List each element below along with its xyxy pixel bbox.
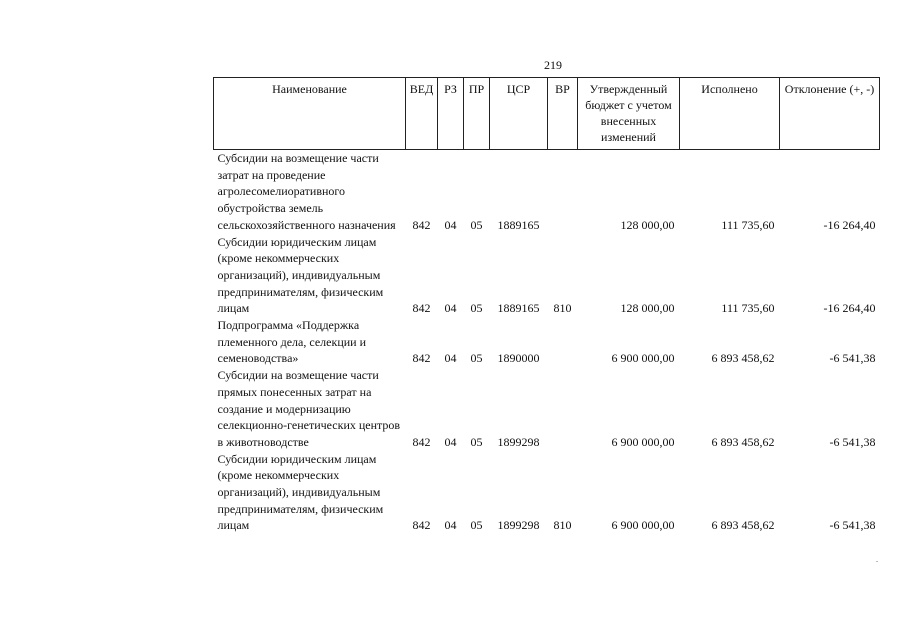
table-header-row (214, 78, 880, 150)
row-name: Субсидии юридическим лицам (кроме некоммерческих организаций), индивидуальным предпринимателям, физическим лицам (217, 234, 384, 316)
row-name: Подпрограмма «Поддержка племенного дела, селекции и семеноводства» (217, 318, 366, 366)
page-number: 219 (544, 58, 562, 72)
header-approved: Утвержденный бюджет с учетом внесенных изменений (578, 78, 680, 150)
row-pr: 05 (470, 351, 483, 366)
header-rz: РЗ (438, 78, 464, 150)
row-executed: 111 735,60 (721, 301, 775, 316)
row-approved: 128 000,00 (620, 301, 675, 316)
table-row (214, 150, 880, 234)
row-deviation: -6 541,38 (829, 434, 876, 449)
row-vr (548, 150, 578, 234)
scan-speck (876, 561, 878, 562)
row-executed: 6 893 458,62 (711, 434, 775, 449)
budget-table (213, 77, 880, 534)
row-pr: 05 (470, 434, 483, 449)
header-deviation: Отклонение (+, -) (780, 78, 880, 150)
row-rz: 04 (444, 434, 457, 449)
header-executed: Исполнено (680, 78, 780, 150)
row-rz: 04 (444, 301, 457, 316)
row-deviation: -6 541,38 (829, 351, 876, 366)
row-executed: 6 893 458,62 (711, 351, 775, 366)
row-rz: 04 (444, 217, 457, 232)
row-vr (548, 317, 578, 367)
row-deviation: -6 541,38 (829, 518, 876, 533)
table-row (214, 234, 880, 318)
row-ved: 842 (412, 434, 431, 449)
header-csr: ЦСР (490, 78, 548, 150)
row-pr: 05 (470, 518, 483, 533)
row-csr: 1899298 (497, 434, 540, 449)
row-name: Субсидии юридическим лицам (кроме некоммерческих организаций), индивидуальным предпринимателям, физическим лицам (217, 451, 384, 533)
row-ved: 842 (412, 217, 431, 232)
header-vr: ВР (548, 78, 578, 150)
row-rz: 04 (444, 351, 457, 366)
row-executed: 6 893 458,62 (711, 518, 775, 533)
header-name: Наименование (214, 78, 406, 150)
table-row (214, 451, 880, 535)
row-ved: 842 (412, 351, 431, 366)
row-approved: 6 900 000,00 (611, 518, 675, 533)
row-csr: 1889165 (497, 301, 540, 316)
row-ved: 842 (412, 518, 431, 533)
row-csr: 1899298 (497, 518, 540, 533)
row-csr: 1889165 (497, 217, 540, 232)
header-pr: ПР (464, 78, 490, 150)
row-ved: 842 (412, 301, 431, 316)
row-vr: 810 (553, 301, 572, 316)
table-row (214, 367, 880, 451)
row-vr (548, 367, 578, 451)
row-pr: 05 (470, 301, 483, 316)
row-csr: 1890000 (497, 351, 540, 366)
row-name: Субсидии на возмещение части прямых понесенных затрат на создание и модернизацию селекционно-генетических центров в животноводстве (217, 368, 401, 449)
row-approved: 6 900 000,00 (611, 351, 675, 366)
row-rz: 04 (444, 518, 457, 533)
table-row (214, 317, 880, 367)
row-deviation: -16 264,40 (823, 301, 876, 316)
row-deviation: -16 264,40 (823, 217, 876, 232)
row-executed: 111 735,60 (721, 217, 775, 232)
row-vr: 810 (553, 518, 572, 533)
row-approved: 6 900 000,00 (611, 434, 675, 449)
row-approved: 128 000,00 (620, 217, 675, 232)
row-name: Субсидии на возмещение части затрат на проведение агролесомелиоративного обустройства земель сельскохозяйственного назначения (217, 151, 396, 232)
header-ved: ВЕД (406, 78, 438, 150)
row-pr: 05 (470, 217, 483, 232)
